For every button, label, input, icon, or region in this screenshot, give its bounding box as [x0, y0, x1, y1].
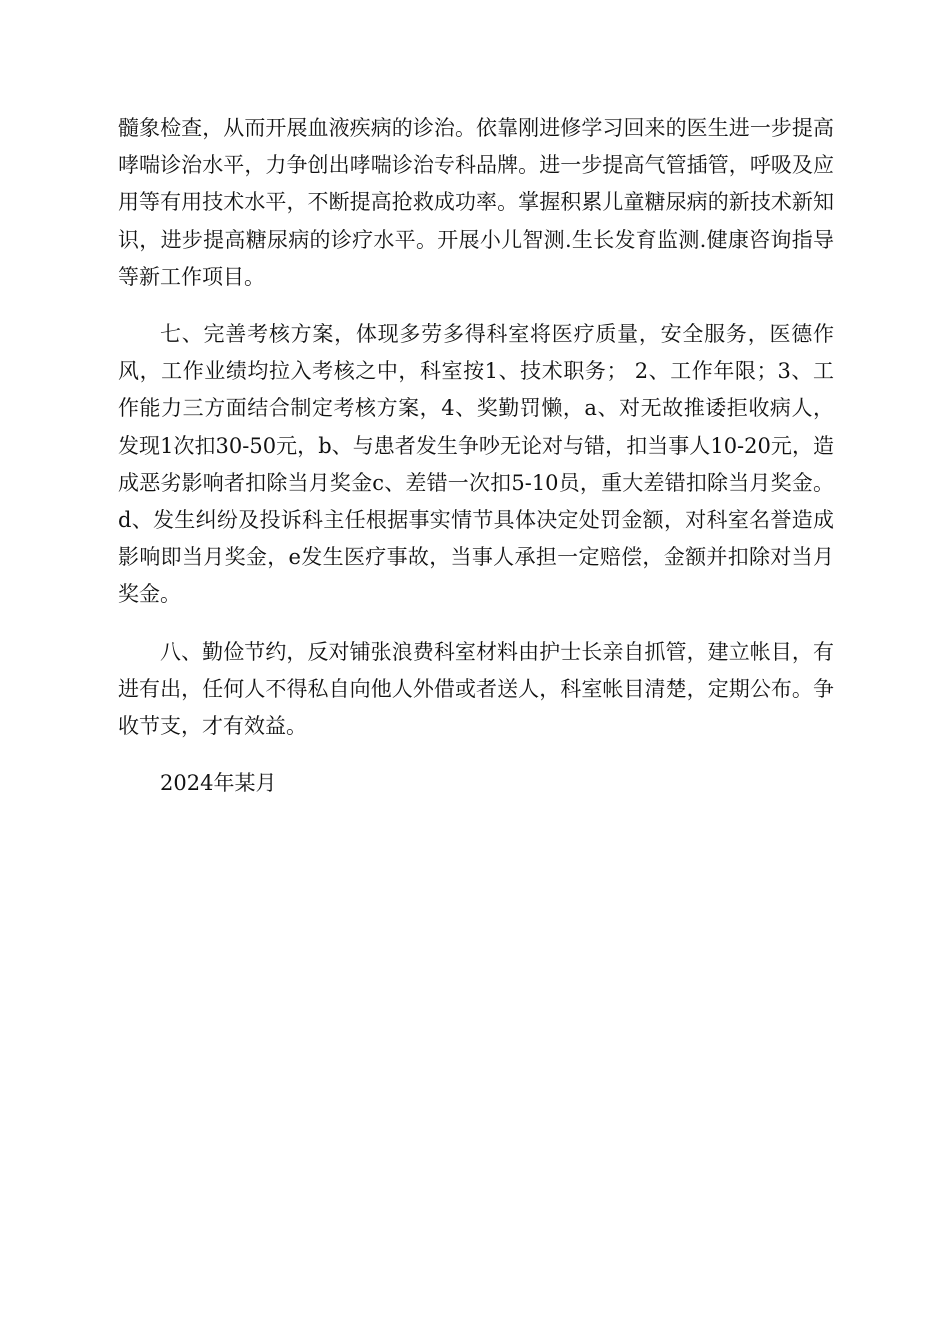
document-body [118, 110, 834, 802]
paragraph-section-eight: 八、勤俭节约，反对铺张浪费科室材料由护士长亲自抓管，建立帐目，有进有出，任何人不得私自向他人外借或者送人，科室帐目清楚，定期公布。争收节支，才有效益。 [118, 639, 834, 739]
paragraph-section-seven: 七、完善考核方案，体现多劳多得科室将医疗质量，安全服务，医德作风，工作业绩均拉入考核之中，科室按1、技术职务； 2、工作年限；3、工作能力三方面结合制定考核方案，4、奖勤罚懒，a、对无故推诿拒收病人，发现1次扣30-50元，b、与患者发生争吵无论对与错，扣当事人10-20元，造成恶劣影响者扣除当月奖金c、差错一次扣5-10员，重大差错扣除当月奖金。d、发生纠纷及投诉科主任根据事实情节具体决定处罚金额，对科室名誉造成影响即当月奖金，e发生医疗事故，当事人承担一定赔偿，金额并扣除对当月奖金。 [118, 322, 834, 607]
document-date: 2024年某月 [160, 771, 277, 796]
paragraph-continuation: 髓象检查，从而开展血液疾病的诊治。依靠刚进修学习回来的医生进一步提高哮喘诊治水平，力争创出哮喘诊治专科品牌。进一步提高气管插管，呼吸及应用等有用技术水平，不断提高抢救成功率。掌握积累儿童糖尿病的新技术新知识，进步提高糖尿病的诊疗水平。开展小儿智测.生长发育监测.健康咨询指导等新工作项目。 [118, 116, 834, 289]
